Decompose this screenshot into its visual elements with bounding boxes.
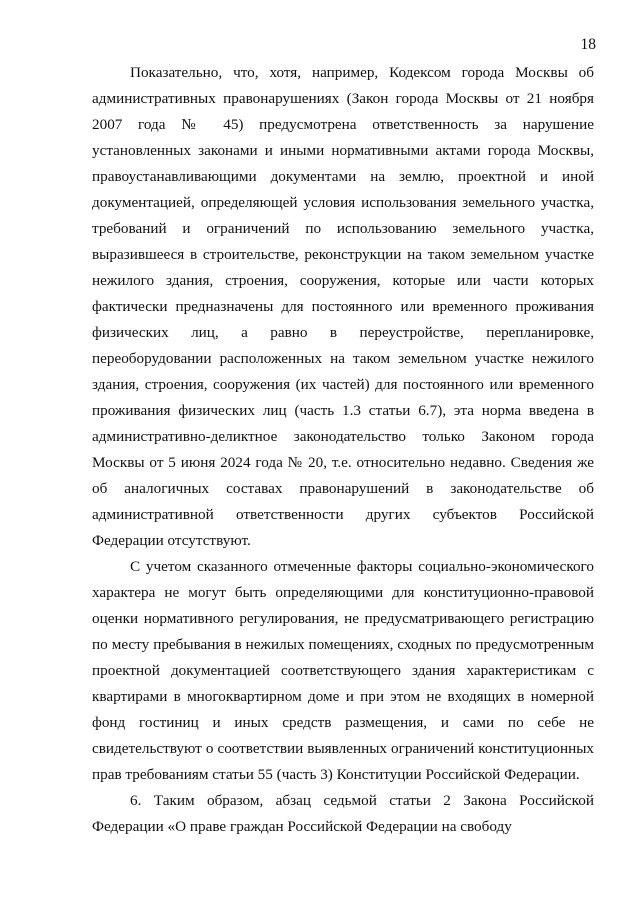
paragraph-socio-economic-factors: С учетом сказанного отмеченные факторы социально-экономического характера не могут быть определяющими для конституционно-правовой оценки нормативного регулирования, не предусматривающего регистрацию по месту пребывания в нежилых помещениях, сходных по предусмотренным проектной документацией соответствующего здания характеристикам с квартирами в многоквартирном доме и при этом не входящих в номерной фонд гостиниц и иных средств размещения, и сами по себе не свидетельствуют о соответствии выявленных ограничений конституционных прав требованиям статьи 55 (часть 3) Конституции Российской Федерации. (92, 558, 594, 783)
paragraph-conclusion: 6. Таким образом, абзац седьмой статьи 2 Закона Российской Федерации «О праве граждан Российской Федерации на свободу (92, 792, 594, 835)
page-number: 18 (580, 36, 596, 53)
paragraph-moscow-code: Показательно, что, хотя, например, Кодексом города Москвы об административных правонарушениях (Закон города Москвы от 21 ноября 2007 года № 45) предусмотрена ответственность за нарушение установленных законами и иными нормативными актами города Москвы, правоустанавливающими документами на землю, проектной и иной документацией, определяющей условия использования земельного участка, требований и ограничений по использованию земельного участка, выразившееся в строительстве, реконструкции на таком земельном участке нежилого здания, строения, сооружения, которые или части которых фактически предназначены для постоянного или временного проживания физических лиц, а равно в переустройстве, перепланировке, переоборудовании расположенных на таком земельном участке нежилого здания, строения, сооружения (их частей) для постоянного или временного проживания физических лиц (часть 1.3 статьи 6.7), эта норма введена в административно-деликтное законодательство только Законом города Москвы от 5 июня 2024 года № 20, т.е. относительно недавно. Сведения же об аналогичных составах правонарушений в законодательстве об административной ответственности других субъектов Российской Федерации отсутствуют. (92, 64, 594, 549)
document-body (92, 60, 594, 840)
